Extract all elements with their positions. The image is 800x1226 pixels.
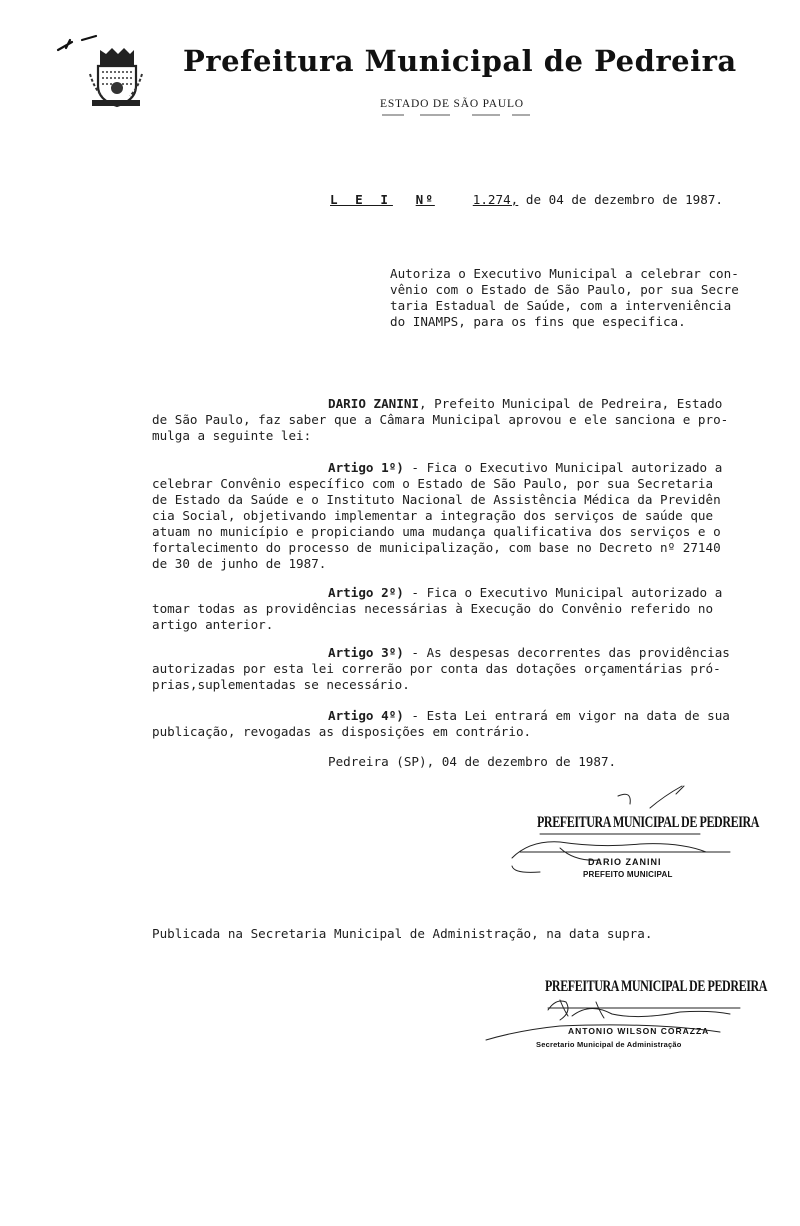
article-text: - Esta Lei entrará em vigor na data de sua (403, 708, 730, 723)
mark-icon (56, 34, 98, 52)
article-4 (152, 708, 730, 740)
law-number-label: Nº (415, 192, 435, 207)
publication-note: Publicada na Secretaria Municipal de Administração, na data supra. (152, 926, 653, 941)
article-label: Artigo 1º) (328, 460, 404, 475)
article-line: cia Social, objetivando implementar a integração dos serviços de saúde que (152, 508, 714, 523)
signature1-name: DARIO ZANINI (588, 857, 662, 867)
preamble-line3: mulga a seguinte lei: (152, 428, 312, 443)
article-1 (152, 460, 722, 572)
article-line: tomar todas as providências necessárias à Execução do Convênio referido no (152, 601, 714, 616)
law-heading (330, 192, 723, 207)
preamble-line1: , Prefeito Municipal de Pedreira, Estado (419, 396, 723, 411)
article-3 (152, 645, 730, 693)
preamble (152, 396, 728, 444)
law-label: L E I (330, 192, 393, 207)
summary-line: do INAMPS, para os fins que especifica. (390, 314, 686, 329)
summary-line: vênio com o Estado de São Paulo, por sua Secre (390, 282, 739, 297)
law-number: 1.274, (472, 192, 519, 207)
article-label: Artigo 2º) (328, 585, 404, 600)
article-text: - Fica o Executivo Municipal autorizado a (403, 460, 723, 475)
mayor-name: DARIO ZANINI (328, 396, 419, 411)
signature1-role: PREFEITO MUNICIPAL (583, 870, 673, 879)
article-line: autorizadas por esta lei correrão por conta das dotações orçamentárias pró- (152, 661, 721, 676)
summary-line: Autoriza o Executivo Municipal a celebrar con- (390, 266, 739, 281)
article-line: publicação, revogadas as disposições em contrário. (152, 724, 532, 739)
article-label: Artigo 4º) (328, 708, 404, 723)
signature2-name: ANTONIO WILSON CORAZZA (568, 1026, 710, 1036)
preamble-line2: de São Paulo, faz saber que a Câmara Municipal aprovou e ele sanciona e pro- (152, 412, 729, 427)
article-line: atuam no município e propiciando uma mudança qualificativa dos serviços e o (152, 524, 721, 539)
law-date: de 04 de dezembro de 1987. (525, 192, 723, 207)
article-line: celebrar Convênio específico com o Estado de São Paulo, por sua Secretaria (152, 476, 714, 491)
article-line: fortalecimento do processo de municipalização, com base no Decreto nº 27140 (152, 540, 721, 555)
header-divider (380, 113, 540, 117)
coat-of-arms-icon (88, 44, 144, 108)
article-text: - Fica o Executivo Municipal autorizado a (403, 585, 723, 600)
article-text: - As despesas decorrentes das providências (403, 645, 730, 660)
place-date: Pedreira (SP), 04 de dezembro de 1987. (328, 754, 617, 769)
signature2-role: Secretario Municipal de Administração (536, 1040, 682, 1049)
article-line: prias,suplementadas se necessário. (152, 677, 410, 692)
signature2-stamp: PREFEITURA MUNICIPAL DE PEDREIRA (545, 976, 767, 995)
article-line: de 30 de junho de 1987. (152, 556, 327, 571)
summary-line: taria Estadual de Saúde, com a interveniência (390, 298, 732, 313)
law-summary (390, 266, 739, 330)
article-label: Artigo 3º) (328, 645, 404, 660)
signature1-stamp: PREFEITURA MUNICIPAL DE PEDREIRA (537, 812, 759, 831)
article-line: de Estado da Saúde e o Instituto Nacional de Assistência Médica da Previdên (152, 492, 721, 507)
header-subtitle: ESTADO DE SÃO PAULO (380, 98, 524, 110)
header-title: Prefeitura Municipal de Pedreira (183, 44, 737, 78)
article-line: artigo anterior. (152, 617, 274, 632)
article-2 (152, 585, 722, 633)
